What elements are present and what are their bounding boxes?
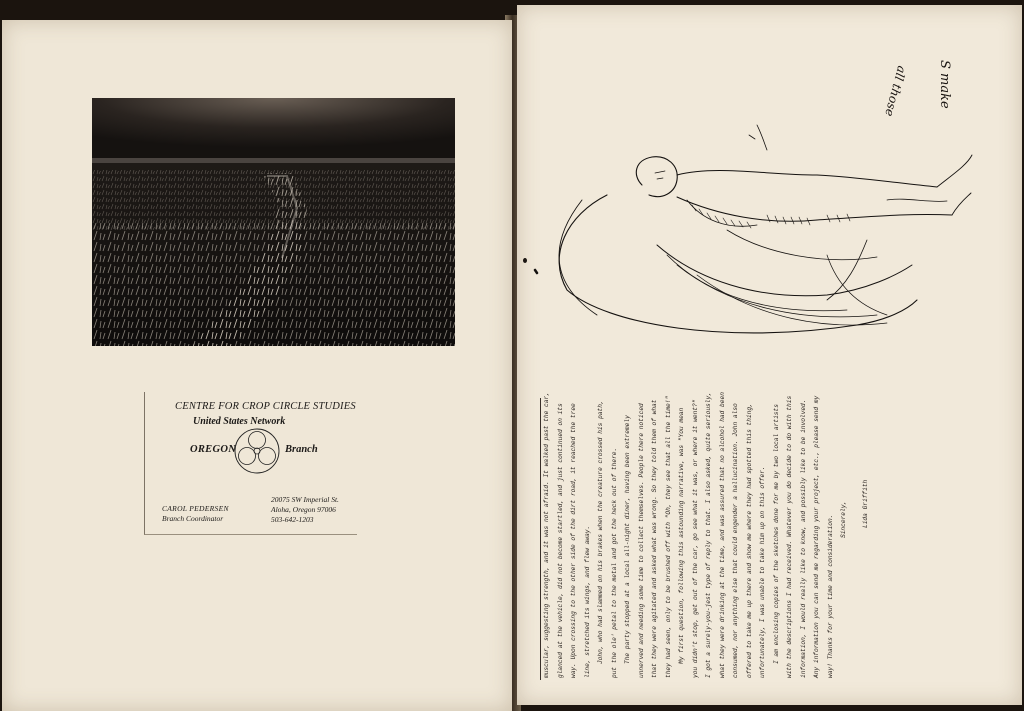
letter-line: glanced at the vehicle, did not become startled, and just continued on its <box>556 403 564 678</box>
letter-line: unfortunately, I was unable to take him up on this offer. <box>759 466 766 678</box>
coordinator-name: CAROL PEDERSEN <box>162 504 229 513</box>
letter-line: The party stopped at a local all-night diner, having been extremely <box>624 415 631 664</box>
letter-line: John, who had slammed on his brakes when the creature crossed his path, <box>597 400 604 664</box>
letter-line: I am enclosing copies of the sketches done for me by two local artists <box>772 404 780 664</box>
letter-line: My first question, following this astounding narrative, was "You mean <box>678 407 685 664</box>
ccs-letterhead <box>144 392 357 535</box>
letter-signature: Lida Griffith <box>861 479 869 528</box>
letter-line: that they were agitated and asked what was wrong. So they told them of what <box>651 399 658 678</box>
phone-number: 503-642-1203 <box>271 515 314 524</box>
letter-line: unnerved and needing some time to collect themselves. People there noticed <box>637 403 645 678</box>
letter-line: muscular, suggesting strength, and it was not afraid. It walked past the car, <box>543 392 550 678</box>
letter-line: you didn't stop, get out of the car, go see what it was, or where it went?" <box>691 399 699 678</box>
org-subtitle: United States Network <box>193 416 286 427</box>
letter-line: line, stretched its wings, and flew away. <box>583 525 591 678</box>
org-title: CENTRE FOR CROP CIRCLE STUDIES <box>175 401 356 412</box>
letter-line: I got a surely-you-jest type of reply to that. I also asked, quite seriously, <box>705 392 712 678</box>
letter-line: they had seen, only to be brushed off with "Oh, they see that all the time!" <box>664 395 672 678</box>
handwritten-note-1: S make <box>937 60 952 109</box>
letter-line: way! Thanks for your time and consideration. <box>826 514 834 678</box>
address-line1: 20075 SW Imperial St. <box>271 495 339 504</box>
letter-line: way. Upon crossing to the other side of the dirt road, it reached the tree <box>570 403 577 678</box>
wheat-field-photo <box>92 98 455 346</box>
handwritten-note-2: all those <box>882 64 909 118</box>
letter-closing: Sincerely, <box>840 500 847 538</box>
letter-line: what they were drinking at the time, and was assured that no alcohol had been <box>718 392 726 678</box>
branch-address <box>271 495 339 525</box>
left-page <box>2 20 512 711</box>
branch-label: Branch <box>285 444 318 455</box>
letter-line: Any information you can send me regarding your project, etc., please send my <box>813 395 820 678</box>
winged-creature-sketch <box>527 25 997 355</box>
branch-state: OREGON <box>190 444 237 455</box>
letter-line: with the descriptions I had received. Whatever you do decide to do with this <box>786 395 793 678</box>
coordinator-role: Branch Coordinator <box>162 514 224 523</box>
page-mark <box>523 258 527 263</box>
letter-line: consumed, nor anything else that could engender a hallucination. John also <box>732 403 739 678</box>
typewritten-letter <box>540 392 869 678</box>
letter-line: information, I would really like to know, and possibly like to be involved. <box>799 399 807 678</box>
crop-circle-logo-icon <box>233 427 281 475</box>
address-line2: Aloha, Oregon 97006 <box>271 505 336 514</box>
letter-line: put the ole' petal to the metal and got the heck out of there. <box>610 447 618 678</box>
letter-line: offered to take me up there and show me where they had spotted this thing, <box>745 403 753 678</box>
